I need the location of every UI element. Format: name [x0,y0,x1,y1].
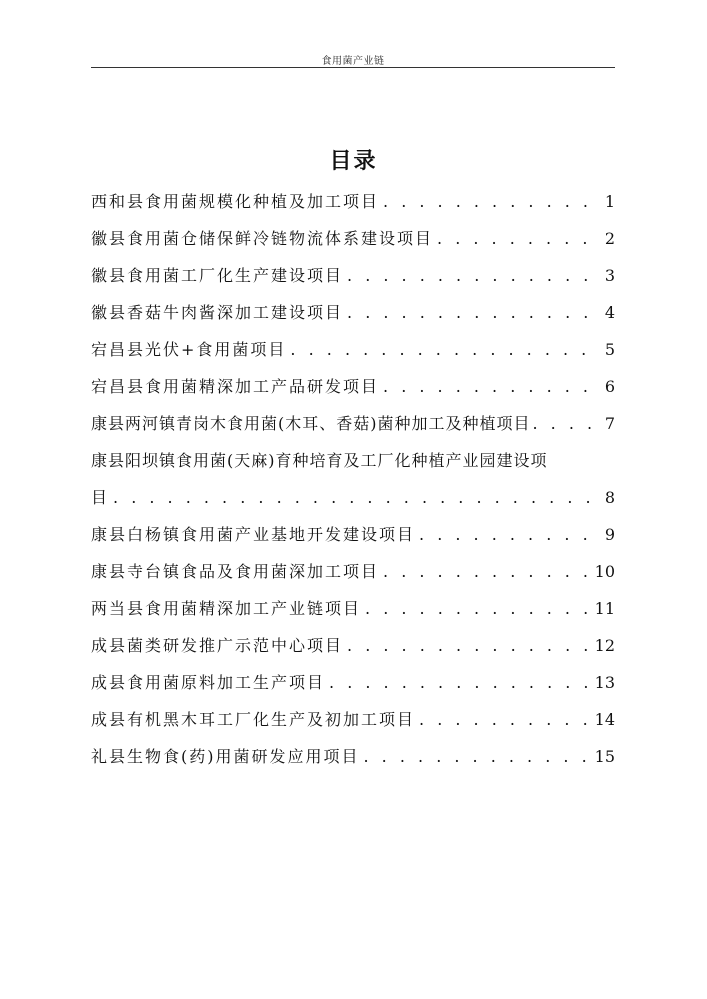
toc-entry-page: 2 [604,229,615,248]
toc-entry-text: 西和县食用菌规模化种植及加工项目 [91,192,380,211]
toc-entry[interactable] [91,331,615,368]
toc-title: 目录 [329,148,378,174]
toc-entry-page: 1 [604,192,615,211]
toc-entry-text: 康县两河镇青岗木食用菌(木耳、香菇)菌种加工及种植项目 [91,414,531,433]
toc-entry-page: 7 [604,414,615,433]
toc-entry-page: 14 [594,710,615,729]
toc-entry[interactable] [91,442,615,516]
toc-entry[interactable] [91,553,615,590]
toc-entry[interactable] [91,257,615,294]
toc-entry[interactable] [91,220,615,257]
toc-entry-page: 4 [604,303,615,322]
toc-entry-text: 两当县食用菌精深加工产业链项目 [91,599,362,618]
dot-leader [364,738,589,775]
toc-entry[interactable] [91,294,615,331]
dot-leader [290,331,598,368]
dot-leader [419,701,589,738]
toc-entry[interactable] [91,701,615,738]
dot-leader [383,368,599,405]
toc-entry[interactable] [91,627,615,664]
toc-entry-text: 宕昌县食用菌精深加工产品研发项目 [91,377,380,396]
toc-entry-page: 6 [604,377,615,396]
table-of-contents [91,183,615,775]
toc-entry-text: 成县食用菌原料加工生产项目 [91,673,326,692]
dot-leader [365,590,589,627]
dot-leader [383,553,589,590]
dot-leader [329,664,589,701]
toc-entry[interactable] [91,368,615,405]
toc-entry-text: 徽县食用菌工厂化生产建设项目 [91,266,344,285]
toc-entry-text: 康县阳坝镇食用菌(天麻)育种培育及工厂化种植产业园建设项 [91,451,548,470]
toc-entry-text: 宕昌县光伏+食用菌项目 [91,340,287,359]
toc-entry-text-continued: 目 [91,488,110,507]
dot-leader [347,627,589,664]
toc-entry[interactable] [91,664,615,701]
toc-entry-text: 徽县食用菌仓储保鲜冷链物流体系建设项目 [91,229,434,248]
toc-entry-text: 康县寺台镇食品及食用菌深加工项目 [91,562,380,581]
toc-entry-page: 9 [604,525,615,544]
toc-entry-text: 成县有机黑木耳工厂化生产及初加工项目 [91,710,416,729]
dot-leader [419,516,599,553]
toc-entry-page: 12 [594,636,615,655]
toc-entry-text: 徽县香菇牛肉酱深加工建设项目 [91,303,344,322]
toc-entry-page: 3 [604,266,615,285]
header-rule [91,67,615,68]
toc-entry-page: 15 [594,747,615,766]
toc-entry-page: 5 [604,340,615,359]
dot-leader [437,220,599,257]
toc-entry-page: 11 [594,599,615,618]
toc-entry-text: 成县菌类研发推广示范中心项目 [91,636,344,655]
toc-entry-text: 礼县生物食(药)用菌研发应用项目 [91,747,360,766]
toc-entry-text: 康县白杨镇食用菌产业基地开发建设项目 [91,525,416,544]
toc-entry[interactable] [91,183,615,220]
dot-leader [347,257,599,294]
toc-entry-page: 10 [594,562,615,581]
dot-leader [533,405,599,442]
dot-leader [383,183,599,220]
running-header: 食用菌产业链 [321,56,385,67]
toc-entry[interactable] [91,405,615,442]
toc-entry[interactable] [91,516,615,553]
toc-entry[interactable] [91,590,615,627]
toc-entry-page: 8 [604,488,615,507]
dot-leader [347,294,599,331]
dot-leader [113,479,599,516]
toc-entry[interactable] [91,738,615,775]
toc-entry-page: 13 [594,673,615,692]
